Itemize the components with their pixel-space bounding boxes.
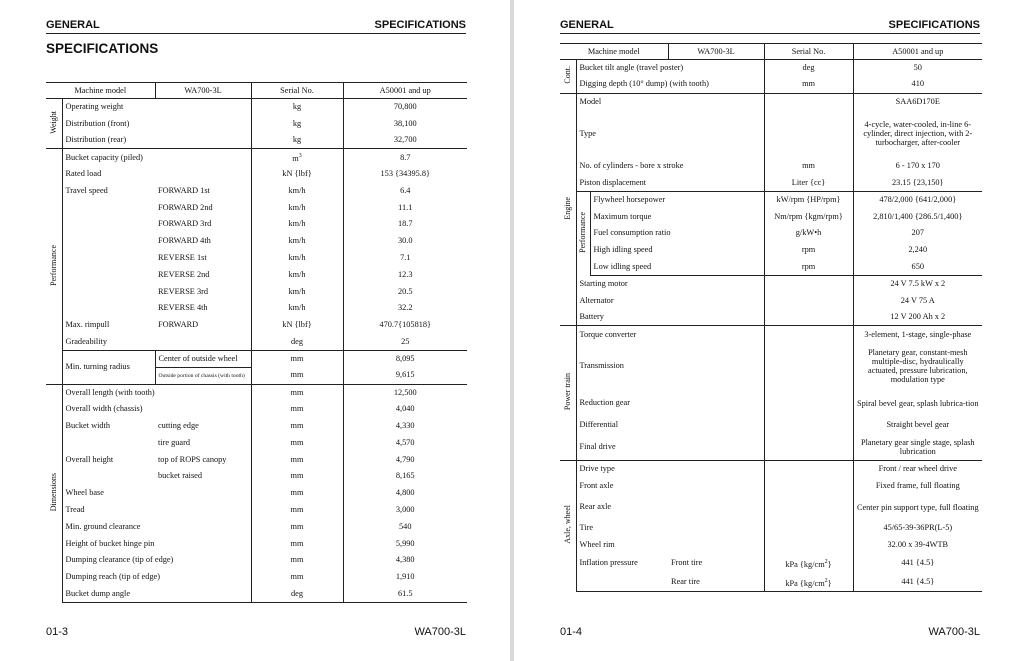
row-unit: mm <box>251 468 343 485</box>
row-value: 24 V 7.5 kW x 2 <box>890 279 946 289</box>
row-value: 153 {34395.8} <box>380 169 430 179</box>
page-header <box>560 19 980 34</box>
row-sublabel: Rear tire <box>668 573 764 592</box>
row-unit: Nm/rpm {kgm/rpm} <box>764 208 853 225</box>
table-row <box>46 401 467 418</box>
row-unit: mm <box>251 418 343 435</box>
table-row <box>46 149 467 166</box>
table-row <box>46 434 467 451</box>
table-row <box>46 418 467 435</box>
row-unit <box>764 433 853 460</box>
table-row <box>46 115 467 132</box>
row-label: Battery <box>579 312 604 322</box>
row-value: 24 V 75 A <box>900 295 935 305</box>
table-header-row <box>46 83 467 99</box>
table-row <box>560 554 982 573</box>
table-row <box>560 477 982 494</box>
row-unit: km/h <box>251 199 343 216</box>
row-unit: mm <box>251 569 343 586</box>
table-row <box>46 518 467 535</box>
row-sublabel: Front tire <box>671 558 703 568</box>
table-row <box>46 485 467 502</box>
table-row <box>560 343 982 390</box>
row-value: 4,040 <box>395 404 415 414</box>
row-value: Center pin support type, full floating <box>856 502 979 512</box>
table-row <box>560 158 982 175</box>
group-performance: Performance <box>46 149 62 384</box>
row-value: 650 <box>853 259 982 276</box>
table-row <box>46 535 467 552</box>
table-row <box>560 175 982 192</box>
row-unit: km/h <box>251 300 343 317</box>
row-label: Overall height <box>65 454 114 464</box>
row-sublabel: REVERSE 4th <box>158 303 208 313</box>
row-unit: km/h <box>251 283 343 300</box>
row-value: 540 <box>399 521 412 531</box>
row-sublabel: REVERSE 3rd <box>158 286 209 296</box>
row-unit: kN {lbf} <box>251 166 343 183</box>
row-label: Wheel base <box>65 488 104 498</box>
table-row <box>46 468 467 485</box>
row-unit <box>764 417 853 434</box>
row-label: Tire <box>579 523 594 533</box>
table-row <box>560 191 982 208</box>
row-sublabel: top of ROPS canopy <box>158 454 227 464</box>
row-sublabel: Outside portion of chassis (with tooth) <box>155 367 251 384</box>
row-sublabel: REVERSE 2nd <box>158 269 210 279</box>
row-label: Height of bucket hinge pin <box>65 538 155 548</box>
row-value: 11.1 <box>398 202 413 212</box>
row-value: 441 {4.5} <box>853 573 982 592</box>
table-row <box>560 225 982 242</box>
table-row <box>560 494 982 520</box>
row-value: Front / rear wheel drive <box>853 460 982 477</box>
group-axle-wheel: Axle, wheel <box>560 460 576 591</box>
row-value: 8,095 <box>343 350 467 367</box>
row-label: Distribution (front) <box>65 118 130 128</box>
row-value: 25 <box>401 336 410 346</box>
table-row <box>46 266 467 283</box>
table-row <box>46 166 467 183</box>
row-value: 4,330 <box>395 421 415 431</box>
group-dimensions: Dimensions <box>46 384 62 602</box>
row-label: Dumping reach (tip of edge) <box>65 572 160 582</box>
row-value: 38,100 <box>393 118 417 128</box>
row-value: 2,810/1,400 {286.5/1,400} <box>873 211 963 221</box>
row-unit: kg <box>251 132 343 149</box>
row-value: 70,800 <box>393 102 417 112</box>
row-value: Planetary gear single stage, splash lubrication <box>860 437 975 456</box>
header-machine-model: Machine model <box>560 44 668 60</box>
row-label: Front axle <box>579 480 614 490</box>
row-value: 441 {4.5} <box>901 558 935 568</box>
row-label: Type <box>579 128 596 138</box>
row-unit: mm <box>251 350 343 367</box>
row-label: Alternator <box>579 295 614 305</box>
row-unit <box>764 494 853 520</box>
row-value: 3,000 <box>395 505 415 515</box>
row-label: Overall length (with tooth) <box>62 384 251 401</box>
row-label: Bucket capacity (piled) <box>62 149 251 166</box>
footer-model: WA700-3L <box>928 626 980 638</box>
header-chapter: SPECIFICATIONS <box>888 19 980 31</box>
row-unit <box>764 275 853 292</box>
row-unit: mm <box>251 552 343 569</box>
row-label: Model <box>576 93 764 110</box>
row-unit <box>764 326 853 343</box>
row-value: 32,700 <box>393 135 417 145</box>
row-label: Low idling speed <box>590 259 764 276</box>
row-label: Rated load <box>65 169 102 179</box>
table-row <box>46 99 467 116</box>
table-row <box>560 537 982 554</box>
row-sublabel: cutting edge <box>158 421 199 431</box>
row-value: 6.4 <box>400 185 411 195</box>
row-value: 7.1 <box>400 253 411 263</box>
row-value: 12 V 200 Ah x 2 <box>890 312 946 322</box>
row-label: Min. turning radius <box>62 350 155 384</box>
row-unit: mm <box>251 401 343 418</box>
row-unit: deg <box>251 586 343 603</box>
page-number: 01-4 <box>560 626 583 638</box>
footer-model: WA700-3L <box>414 626 466 638</box>
row-unit: rpm <box>764 259 853 276</box>
row-label: Flywheel horsepower <box>590 191 764 208</box>
table-row <box>46 300 467 317</box>
row-label: Min. ground clearance <box>65 521 141 531</box>
header-section: GENERAL <box>560 19 614 31</box>
row-value: 9,615 <box>395 370 415 380</box>
table-row <box>46 283 467 300</box>
row-value: 8,165 <box>395 471 415 481</box>
row-unit: kW/rpm {HP/rpm} <box>764 191 853 208</box>
row-unit: deg <box>251 334 343 351</box>
table-row <box>560 208 982 225</box>
row-label: Maximum torque <box>593 211 652 221</box>
row-unit: kPa $\{kg/cm^2\}$ <box>764 573 853 592</box>
group-engine: Engine <box>560 93 576 326</box>
row-value: SAA6D170E <box>853 93 982 110</box>
page-left <box>0 0 510 661</box>
row-value: 23.15 {23,150} <box>892 177 944 187</box>
spec-table-right <box>560 43 982 592</box>
row-sublabel: bucket raised <box>158 471 203 481</box>
row-value: 50 <box>913 63 922 73</box>
row-label: Reduction gear <box>579 398 630 408</box>
table-row <box>560 60 982 77</box>
row-value: 3-element, 1-stage, single-phase <box>853 326 982 343</box>
row-label: Gradeability <box>65 336 107 346</box>
header-serial: Serial No. <box>764 44 853 60</box>
header-serial: Serial No. <box>251 83 343 99</box>
row-unit <box>764 93 853 110</box>
row-unit <box>764 477 853 494</box>
row-unit: km/h <box>251 216 343 233</box>
row-value: Planetary gear, constant-mesh multiple-disc, hydraulically actuated, pressure lubrication, modulation type <box>868 348 968 385</box>
row-label: Fuel consumption ratio <box>593 228 671 238</box>
row-value: 18.7 <box>397 219 413 229</box>
row-value: 207 <box>911 228 924 238</box>
row-value: 410 <box>911 79 924 89</box>
table-row <box>46 586 467 603</box>
header-serial-value: A50001 and up <box>343 83 467 99</box>
row-unit: km/h <box>251 250 343 267</box>
row-unit: mm <box>251 502 343 519</box>
header-section: GENERAL <box>46 19 100 31</box>
table-row <box>560 76 982 93</box>
row-label: Overall width (chassis) <box>65 404 143 414</box>
group-cont: Cont. <box>560 60 576 94</box>
row-label: Final drive <box>579 441 616 451</box>
row-unit: km/h <box>251 182 343 199</box>
row-unit: mm <box>251 518 343 535</box>
table-header-row <box>560 44 982 60</box>
row-unit: kN {lbf} <box>251 317 343 334</box>
row-value: 30.0 <box>397 236 413 246</box>
table-row <box>46 502 467 519</box>
page-number: 01-3 <box>46 626 69 638</box>
row-value: Spiral bevel gear, splash lubrica-tion <box>857 398 979 408</box>
row-sublabel: FORWARD <box>158 320 199 330</box>
row-value: 32.2 <box>397 303 413 313</box>
row-value: 4-cycle, water-cooled, in-line 6-cylinder, direct injection, with 2-turbocharger, after-cooler <box>863 120 973 148</box>
row-value: 2,240 <box>908 245 928 255</box>
row-label: Bucket width <box>65 421 110 431</box>
row-unit: $m^3$ <box>251 149 343 166</box>
table-row <box>560 292 982 309</box>
row-label: Distribution (rear) <box>65 135 127 145</box>
table-row <box>46 132 467 149</box>
row-label: Wheel rim <box>579 540 615 550</box>
row-sublabel: FORWARD 4th <box>158 236 211 246</box>
table-row <box>46 334 467 351</box>
row-value: 4,380 <box>395 555 415 565</box>
row-sublabel: FORWARD 1st <box>158 185 210 195</box>
table-row <box>560 326 982 343</box>
group-engine-performance: Performance <box>576 191 590 275</box>
row-value: 478/2,000 {641/2,000} <box>853 191 982 208</box>
row-value: 6 - 170 x 170 <box>895 161 940 171</box>
table-row <box>560 460 982 477</box>
row-unit: mm <box>251 451 343 468</box>
row-label: High idling speed <box>593 245 653 255</box>
table-row <box>46 569 467 586</box>
row-sublabel: tire guard <box>158 437 191 447</box>
row-value: 5,990 <box>395 538 415 548</box>
row-label: Travel speed <box>65 185 108 195</box>
row-unit <box>764 537 853 554</box>
row-label: Bucket dump angle <box>62 586 251 603</box>
table-row <box>560 242 982 259</box>
row-value: 4,570 <box>395 437 415 447</box>
header-machine-model: Machine model <box>46 83 155 99</box>
table-row <box>46 233 467 250</box>
table-row <box>46 384 467 401</box>
row-unit: mm <box>251 384 343 401</box>
table-row <box>560 573 982 592</box>
row-unit: g/kW•h <box>764 225 853 242</box>
row-label: Operating weight <box>65 102 124 112</box>
table-row <box>46 250 467 267</box>
row-value: 61.5 <box>343 586 467 603</box>
row-value: 12.3 <box>397 269 413 279</box>
header-model-value: WA700-3L <box>155 83 251 99</box>
group-power-train: Power train <box>560 326 576 461</box>
table-row <box>560 259 982 276</box>
row-unit <box>764 292 853 309</box>
row-unit <box>764 390 853 417</box>
row-value: 1,910 <box>395 572 415 582</box>
table-row <box>46 451 467 468</box>
row-unit <box>764 343 853 390</box>
row-unit: mm <box>251 485 343 502</box>
row-value: 4,800 <box>395 488 415 498</box>
row-unit: mm <box>251 434 343 451</box>
row-label: Digging depth (10° dump) (with tooth) <box>579 79 709 89</box>
table-row <box>560 309 982 326</box>
table-row <box>46 317 467 334</box>
row-label: Rear axle <box>579 502 612 512</box>
table-row <box>46 199 467 216</box>
table-row <box>560 390 982 417</box>
row-label: Inflation pressure <box>579 558 638 568</box>
table-row <box>560 520 982 537</box>
table-row <box>46 350 467 367</box>
row-unit <box>764 110 853 158</box>
row-sublabel: Center of outside wheel <box>155 350 251 367</box>
table-row <box>46 552 467 569</box>
header-chapter: SPECIFICATIONS <box>374 19 466 31</box>
row-unit: kg <box>251 99 343 116</box>
row-label: Drive type <box>576 460 764 477</box>
row-value: 20.5 <box>397 286 413 296</box>
row-unit: km/h <box>251 266 343 283</box>
spec-table-left <box>46 82 467 603</box>
row-label: Transmission <box>579 361 624 371</box>
row-label: Starting motor <box>579 279 628 289</box>
header-model-value: WA700-3L <box>668 44 764 60</box>
header-serial-value: A50001 and up <box>853 44 982 60</box>
row-unit: deg <box>764 60 853 77</box>
row-unit: rpm <box>764 242 853 259</box>
row-sublabel: FORWARD 2nd <box>158 202 213 212</box>
row-value: 8.7 <box>343 149 467 166</box>
table-row <box>46 182 467 199</box>
row-value: 4,790 <box>395 454 415 464</box>
row-label: Differential <box>579 420 619 430</box>
row-unit <box>764 309 853 326</box>
row-unit: mm <box>764 158 853 175</box>
row-value: Fixed frame, full floating <box>875 480 960 490</box>
table-row <box>560 110 982 158</box>
row-unit: km/h <box>251 233 343 250</box>
row-unit <box>764 520 853 537</box>
row-label: No. of cylinders - bore x stroke <box>579 161 684 171</box>
row-unit: mm <box>251 535 343 552</box>
row-sublabel: FORWARD 3rd <box>158 219 212 229</box>
table-row <box>560 433 982 460</box>
row-value: Straight bevel gear <box>886 420 950 430</box>
page-right <box>514 0 1024 661</box>
table-row <box>46 216 467 233</box>
table-row <box>560 417 982 434</box>
row-value: 45/65-39-36PR(L-5) <box>883 523 953 533</box>
group-weight: Weight <box>46 99 62 149</box>
row-label: Tread <box>65 505 85 515</box>
row-label: Dumping clearance (tip of edge) <box>65 555 174 565</box>
row-unit: mm <box>251 367 343 384</box>
table-row <box>560 275 982 292</box>
row-unit: kPa $\{kg/cm^2\}$ <box>764 554 853 573</box>
row-sublabel: REVERSE 1st <box>158 253 207 263</box>
row-unit: Liter {cc} <box>764 175 853 192</box>
row-label: Torque converter <box>576 326 764 343</box>
row-label: Max. rimpull <box>65 320 110 330</box>
row-unit <box>764 460 853 477</box>
row-value: 32.00 x 39-4WTB <box>887 540 949 550</box>
row-label: Piston displacement <box>579 177 647 187</box>
row-value: 12,500 <box>343 384 467 401</box>
row-value: 470.7{105818} <box>379 320 432 330</box>
row-unit: kg <box>251 115 343 132</box>
table-row <box>560 93 982 110</box>
row-unit: mm <box>764 76 853 93</box>
page-header <box>46 19 466 34</box>
row-label: Bucket tilt angle (travel poster) <box>579 63 684 73</box>
page-title: SPECIFICATIONS <box>46 41 159 56</box>
